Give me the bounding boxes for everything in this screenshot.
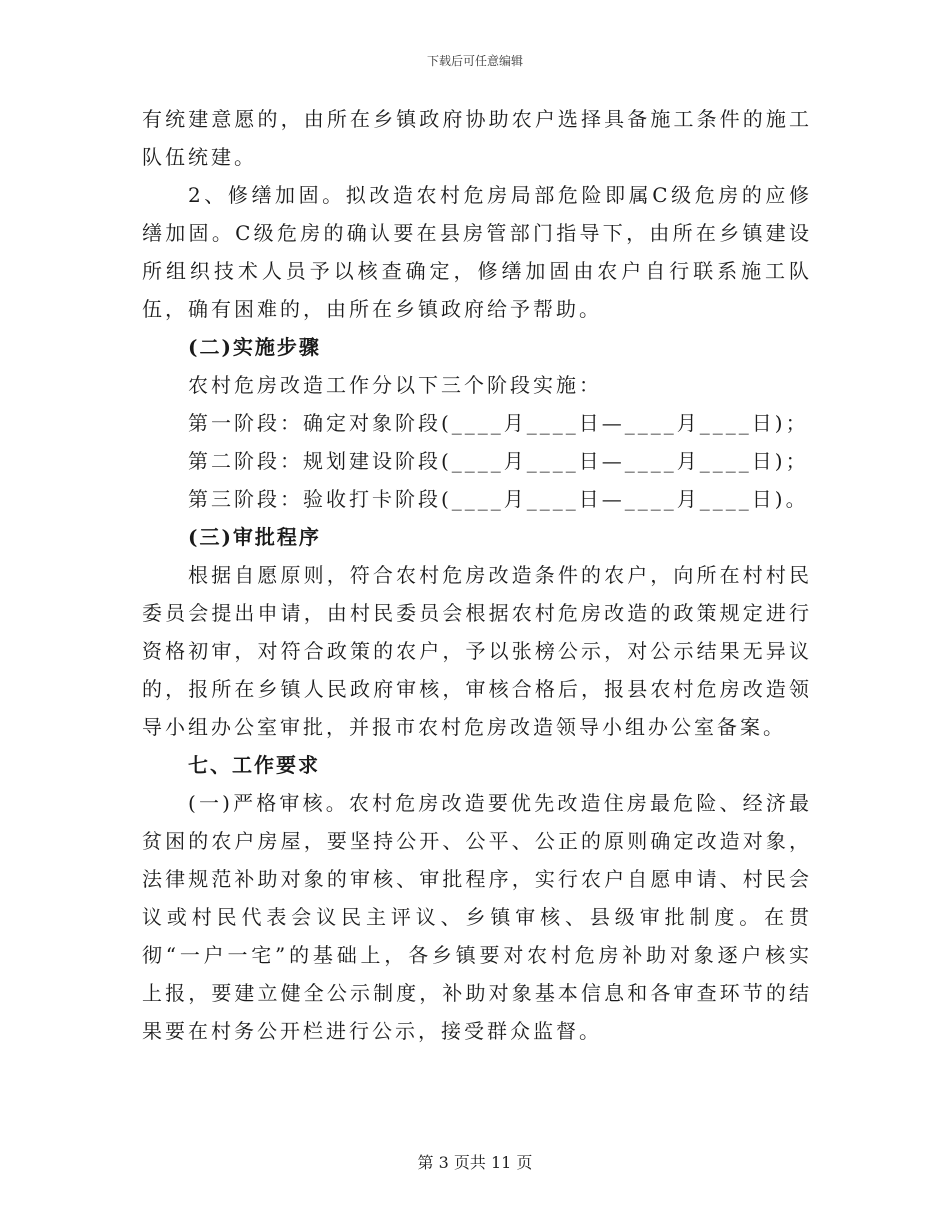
paragraph-repair: 2、修缮加固。拟改造农村危房局部危险即属C级危房的应修缮加固。C级危房的确认要在县房管部门指导下，由所在乡镇建设所组织技术人员予以核查确定，修缮加固由农户自行联系施工队伍，确有困难的，由所在乡镇政府给予帮助。 [142,183,812,321]
paragraph-stage-1: 第一阶段：确定对象阶段(____月____日—____月____日)； [188,411,809,435]
document-body [142,100,812,1050]
paragraph-continuation: 有统建意愿的，由所在乡镇政府协助农户选择具备施工条件的施工队伍统建。 [142,107,812,169]
paragraph-strict-review: (一)严格审核。农村危房改造要优先改造住房最危险、经济最贫困的农户房屋，要坚持公开、公平、公正的原则确定改造对象，法律规范补助对象的审核、审批程序，实行农户自愿申请、村民会议或村民代表会议民主评议、乡镇审核、县级审批制度。在贯彻“一户一宅”的基础上，各乡镇要对农村危房补助对象逐户核实上报，要建立健全公示制度，补助对象基本信息和各审查环节的结果要在村务公开栏进行公示，接受群众监督。 [142,791,812,1043]
paragraph-stage-3: 第三阶段：验收打卡阶段(____月____日—____月____日)。 [188,487,809,511]
page-footer: 第 3 页共 11 页 [417,1153,533,1172]
heading-work-requirements: 七、工作要求 [188,753,320,777]
paragraph-stage-2: 第二阶段：规划建设阶段(____月____日—____月____日)； [188,449,809,473]
paragraph-stages-intro: 农村危房改造工作分以下三个阶段实施： [188,373,602,397]
paragraph-approval: 根据自愿原则，符合农村危房改造条件的农户，向所在村村民委员会提出申请，由村民委员会根据农村危房改造的政策规定进行资格初审，对符合政策的农户，予以张榜公示，对公示结果无异议的，报所在乡镇人民政府审核，审核合格后，报县农村危房改造领导小组办公室审批，并报市农村危房改造领导小组办公室备案。 [142,563,812,739]
heading-approval-procedure: (三)审批程序 [188,525,321,549]
page-header: 下载后可任意编辑 [426,54,523,68]
heading-implementation-steps: (二)实施步骤 [188,335,321,359]
